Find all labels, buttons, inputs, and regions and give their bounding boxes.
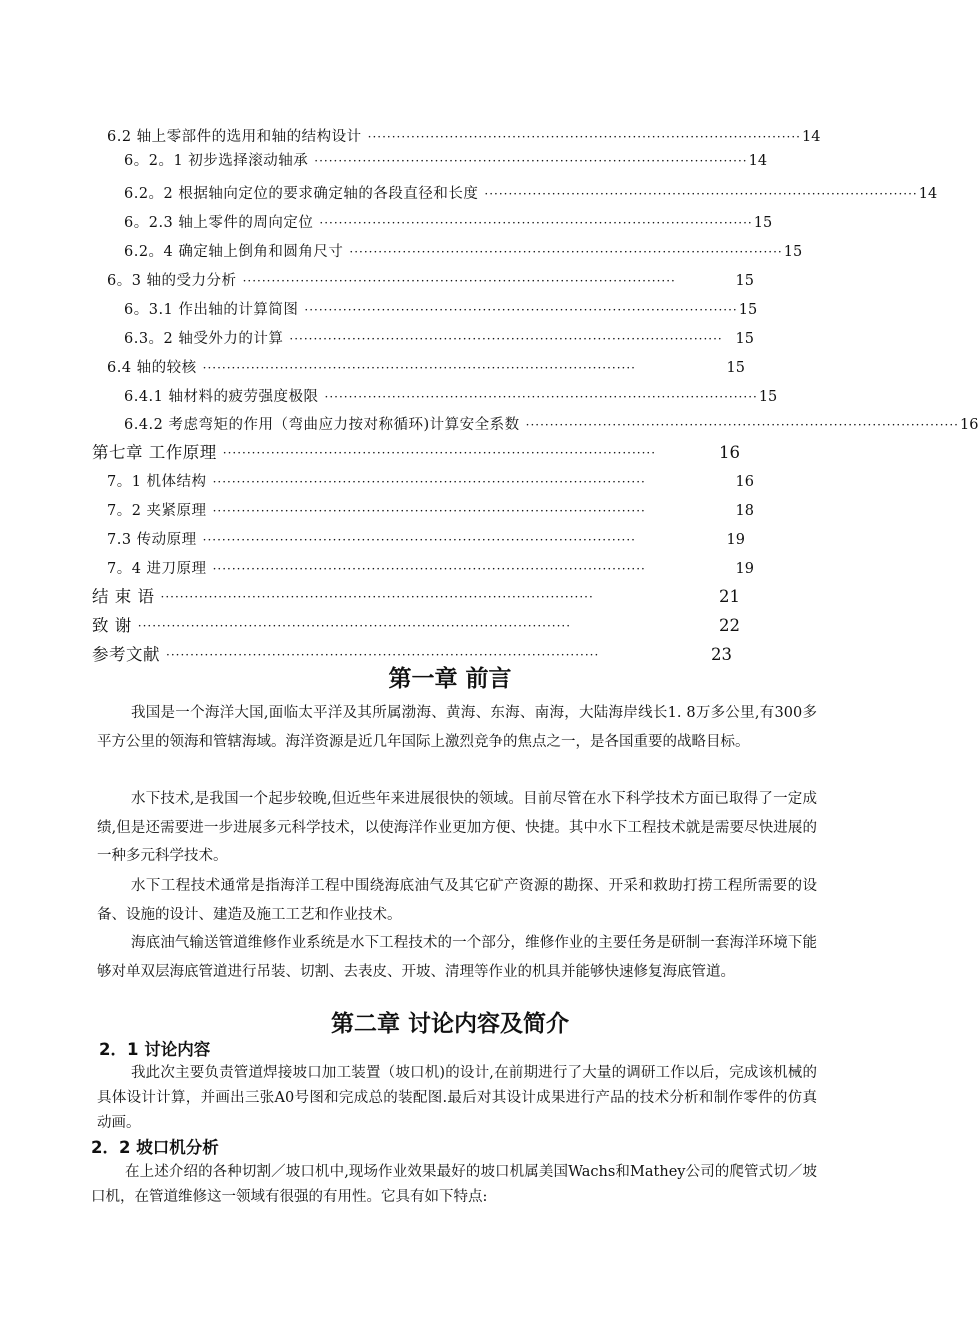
toc-entry: 7。4 进刀原理 ·························································································· 19 [107,556,754,582]
toc-entry: 致 谢 ·························································································· 22 [92,613,740,639]
toc-entry: 6。2.3 轴上零件的周向定位 ·························································································· 15 [124,210,754,236]
dot-leader: ·························································································· [289,332,723,346]
dot-leader: ·························································································· [367,130,801,144]
toc-entry: 结 束 语 ·························································································· 21 [92,584,740,610]
chapter-2-title: 第二章 讨论内容及简介 [330,1011,569,1037]
dot-leader: ·························································································· [160,590,594,604]
toc-entry: 6.2 轴上零部件的选用和轴的结构设计 ·························································································· 14 [107,124,747,150]
toc-entry: 6。3 轴的受力分析 ·························································································· 15 [107,268,754,294]
dot-leader: ·························································································· [242,274,676,288]
chapter-1-paragraph: 水下工程技术通常是指海洋工程中围绕海底油气及其它矿产资源的勘探、开采和救助打捞工程所需要的设备、设施的设计、建造及施工工艺和作业技术。 [97,878,817,923]
toc-entry: 第七章 工作原理 ·························································································· 16 [92,440,740,466]
chapter-1-paragraph: 我国是一个海洋大国,面临太平洋及其所属渤海、黄海、东海、南海，大陆海岸线长1. 8万多公里,有300多平方公里的领海和管辖海域。海洋资源是近几年国际上激烈竞争的焦点之一，是各国重要的战略目标。 [97,705,817,750]
dot-leader: ·························································································· [349,245,783,259]
dot-leader: ·························································································· [304,303,738,317]
section-2-1-text: 我此次主要负责管道焊接坡口加工装置（坡口机)的设计,在前期进行了大量的调研工作以后，完成该机械的具体设计计算，并画出三张A0号图和完成总的装配图.最后对其设计成果进行产品的技术分析和制作零件的仿真动画。 [97,1065,817,1131]
toc-entry: 7。1 机体结构 ·························································································· 16 [107,469,754,495]
section-2-2-text: 在上述介绍的各种切割／坡口机中,现场作业效果最好的坡口机属美国Wachs和Mathey公司的爬管式切／坡口机，在管道维修这一领域有很强的有用性。它具有如下特点: [91,1164,817,1205]
dot-leader: ·························································································· [319,216,753,230]
dot-leader: ·························································································· [202,361,636,375]
toc-entry: 6.2。4 确定轴上倒角和圆角尺寸 ·························································································· 15 [124,239,754,265]
toc-entry: 7。2 夹紧原理 ·························································································· 18 [107,498,754,524]
toc-entry: 6.4.1 轴材料的疲劳强度极限 ·························································································· 15 [124,384,745,410]
dot-leader: ·························································································· [212,562,646,576]
section-2-2-heading: 2．2 坡口机分析 [91,1138,219,1157]
chapter-1-paragraph: 海底油气输送管道维修作业系统是水下工程技术的一个部分，维修作业的主要任务是研制一套海洋环境下能够对单双层海底管道进行吊装、切割、去表皮、开坡、清理等作业的机具并能够快速修复海底管道。 [97,935,817,980]
dot-leader: ·························································································· [137,619,572,633]
chapter-1-title: 第一章 前言 [388,666,512,692]
toc-entry: 7.3 传动原理 ·························································································· 19 [107,527,745,553]
dot-leader: ·························································································· [202,533,636,547]
dot-leader: ·························································································· [212,504,646,518]
toc-entry: 6.4 轴的较核 ·························································································· 15 [107,355,745,381]
dot-leader: ·························································································· [525,418,959,432]
dot-leader: ·························································································· [212,475,646,489]
dot-leader: ·························································································· [314,154,748,168]
toc-entry: 6.3。2 轴受外力的计算 ·························································································· 15 [124,326,754,352]
dot-leader: ·························································································· [222,446,657,460]
toc-entry: 6。2。1 初步选择滚动轴承 ·························································································· 14 [124,148,764,174]
dot-leader: ·························································································· [166,648,600,662]
dot-leader: ·························································································· [324,390,758,404]
toc-entry: 参考文献 ·························································································· 23 [92,642,732,668]
chapter-1-paragraph: 水下技术,是我国一个起步较晚,但近些年来进展很快的领域。目前尽管在水下科学技术方面已取得了一定成绩,但是还需要进一步进展多元科学技术，以使海洋作业更加方便、快捷。其中水下工程技术就是需要尽快进展的一种多元科学技术。 [97,791,817,865]
toc-entry: 6.4.2 考虑弯矩的作用（弯曲应力按对称循环)计算安全系数 ·························································································· 16 [124,412,740,438]
dot-leader: ·························································································· [484,187,918,201]
section-2-1-heading: 2．1 讨论内容 [99,1040,211,1059]
toc-entry: 6。3.1 作出轴的计算简图 ·························································································· 15 [124,297,754,323]
toc-entry: 6.2。2 根据轴向定位的要求确定轴的各段直径和长度 ·························································································· 14 [124,181,754,207]
